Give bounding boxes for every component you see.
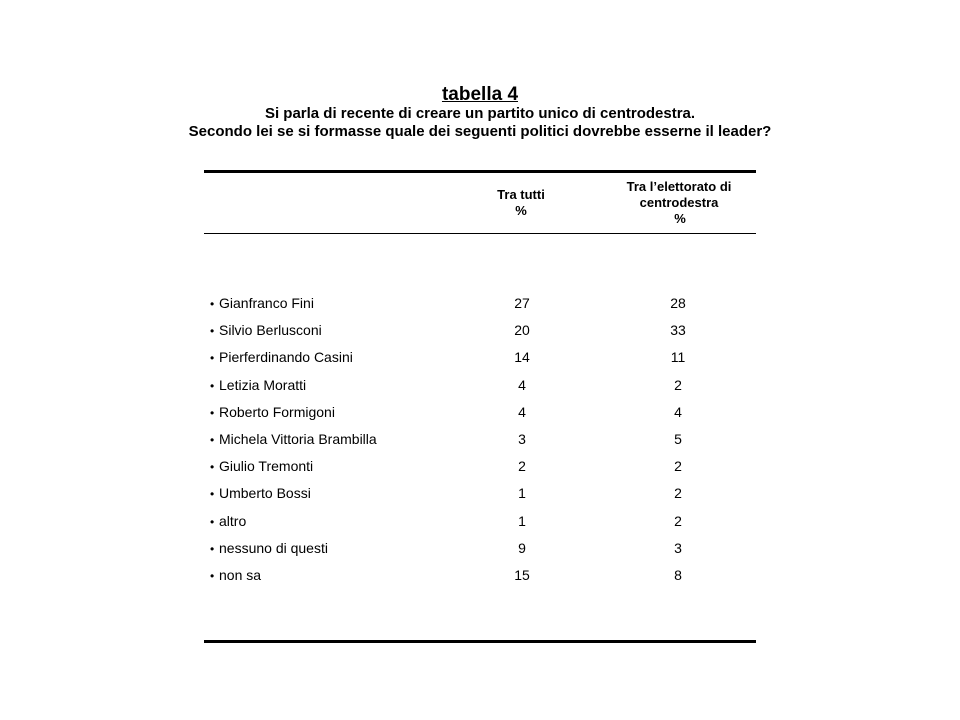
bullet-icon: • (210, 541, 215, 556)
value-all: 9 (518, 539, 526, 556)
bullet-icon: • (210, 514, 215, 529)
row-label (210, 321, 322, 340)
value-all: 1 (518, 485, 526, 502)
value-all: 3 (518, 430, 526, 447)
column-header-centrodestra-label-1: Tra l’elettorato di (626, 179, 732, 194)
value-centrodestra: 2 (674, 485, 682, 502)
row-label-text: Roberto Formigoni (219, 403, 335, 420)
row-label-text: Silvio Berlusconi (219, 322, 322, 339)
table-row (210, 376, 756, 403)
bullet-icon: • (210, 297, 215, 311)
table-top-rule (204, 170, 756, 173)
table-bottom-rule (204, 640, 756, 643)
value-all: 20 (514, 322, 530, 339)
table-row (210, 512, 756, 539)
value-all: 27 (514, 295, 530, 311)
table-row (210, 484, 756, 511)
question-line-1: Si parla di recente di creare un partito unico di centrodestra. (264, 105, 696, 122)
row-label (210, 539, 328, 558)
row-label-text: Gianfranco Fini (219, 295, 314, 311)
column-header-centrodestra-unit: % (674, 211, 686, 226)
value-centrodestra: 5 (674, 430, 682, 447)
value-centrodestra: 2 (674, 458, 682, 475)
question-line-2: Secondo lei se si formasse quale dei seguenti politici dovrebbe esserne il leader? (188, 123, 772, 140)
value-all: 4 (518, 376, 526, 393)
bullet-icon: • (210, 487, 215, 502)
row-label (210, 348, 353, 367)
column-header-all-label: Tra tutti (497, 187, 545, 202)
value-all: 15 (514, 566, 530, 583)
table-row (210, 321, 756, 348)
table-body (210, 294, 756, 593)
row-label (210, 457, 313, 476)
row-label (210, 566, 261, 585)
bullet-icon: • (210, 460, 215, 475)
row-label-text: Giulio Tremonti (219, 458, 314, 475)
row-label (210, 484, 311, 503)
table-row (210, 430, 756, 457)
value-all: 1 (518, 512, 526, 529)
table-row (210, 457, 756, 484)
value-centrodestra: 2 (674, 376, 682, 393)
bullet-icon: • (210, 405, 215, 420)
row-label-text: Pierferdinando Casini (219, 349, 353, 366)
value-centrodestra: 33 (670, 322, 686, 339)
bullet-icon: • (210, 378, 215, 393)
bullet-icon: • (210, 324, 215, 339)
row-label-text: altro (219, 512, 247, 529)
column-header-all (470, 187, 572, 219)
row-label (210, 403, 335, 422)
row-label-text: nessuno di questi (219, 539, 328, 556)
bullet-icon: • (210, 568, 215, 583)
table-row (210, 539, 756, 566)
value-centrodestra: 4 (674, 403, 682, 420)
bullet-icon: • (210, 351, 215, 366)
column-header-all-unit: % (515, 203, 527, 218)
row-label-text: non sa (219, 566, 262, 583)
value-all: 4 (518, 403, 526, 420)
column-header-centrodestra-label-2: centrodestra (639, 195, 719, 210)
row-label (210, 512, 246, 531)
table-row (210, 348, 756, 375)
table-row (210, 566, 756, 593)
row-label (210, 294, 314, 313)
header-rule (204, 233, 756, 234)
table-row (210, 294, 756, 321)
value-centrodestra: 3 (674, 539, 682, 556)
value-centrodestra: 28 (670, 295, 686, 311)
bullet-icon: • (210, 432, 215, 447)
column-header-centrodestra (598, 179, 760, 227)
row-label-text: Michela Vittoria Brambilla (219, 430, 377, 447)
value-centrodestra: 2 (674, 512, 682, 529)
value-centrodestra: 11 (670, 349, 686, 366)
value-centrodestra: 8 (674, 566, 682, 583)
row-label-text: Umberto Bossi (219, 485, 311, 502)
row-label (210, 430, 377, 449)
row-label (210, 376, 306, 395)
row-label-text: Letizia Moratti (219, 376, 307, 393)
value-all: 2 (518, 458, 526, 475)
table-title: tabella 4 (441, 84, 519, 105)
value-all: 14 (514, 349, 530, 366)
table-row (210, 403, 756, 430)
